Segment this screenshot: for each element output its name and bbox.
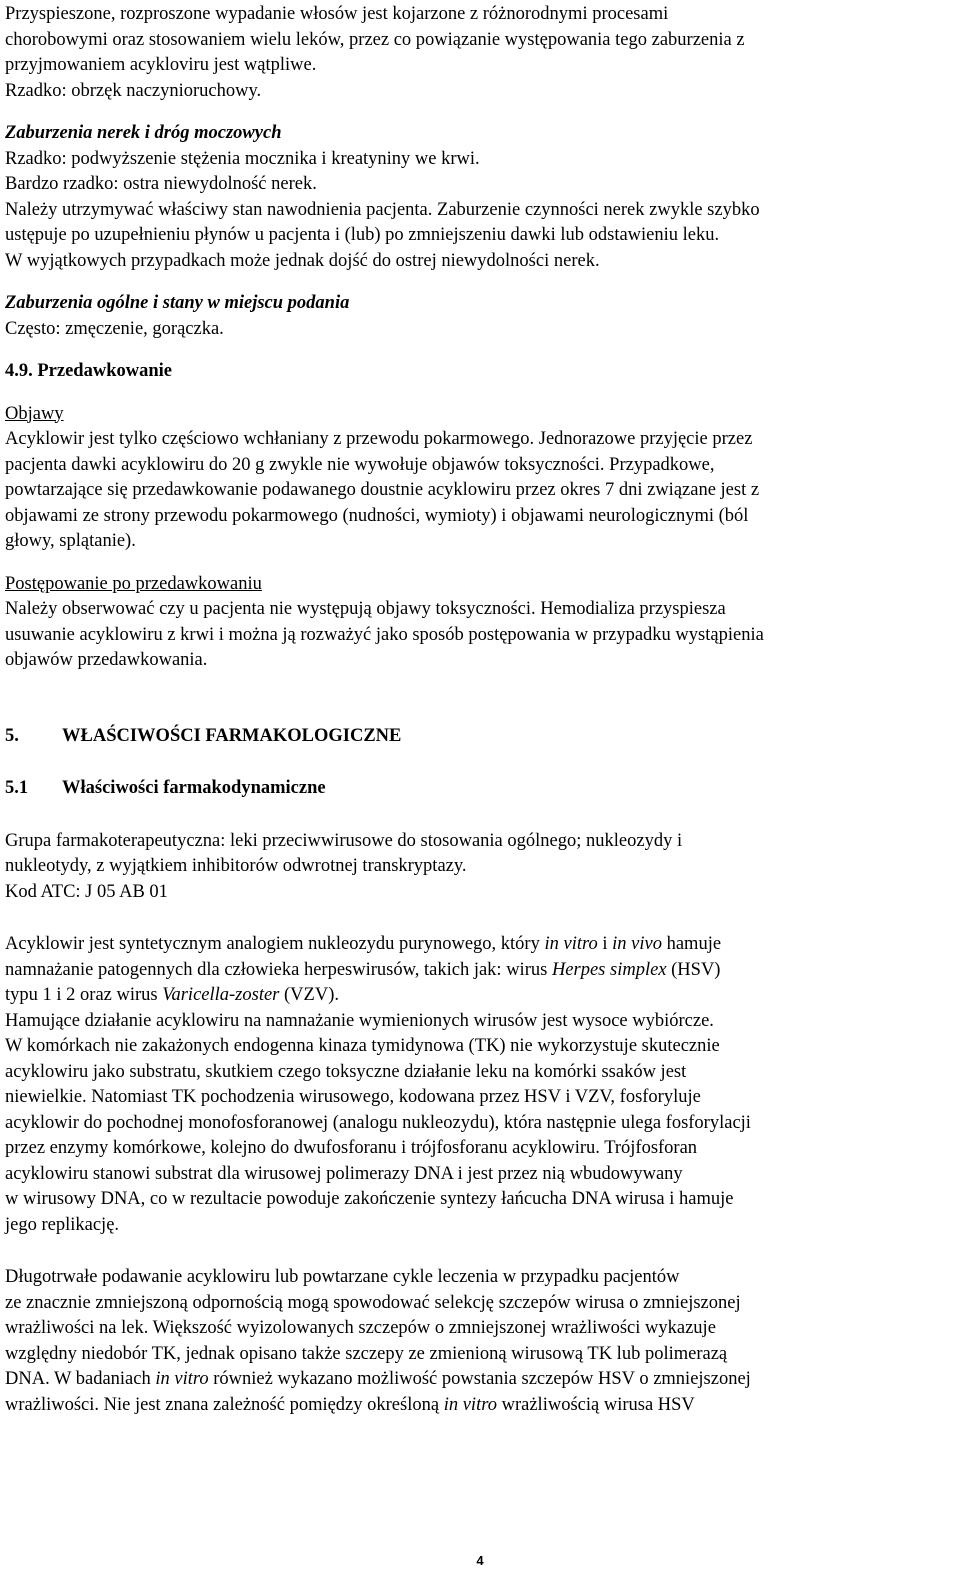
management-heading: Postępowanie po przedawkowaniu <box>5 573 262 594</box>
paragraph-resistance <box>5 1265 955 1418</box>
text-line: namnażanie patogennych dla człowieka herpeswirusów, takich jak: wirus Herpes simplex (HSV) <box>5 959 721 980</box>
text-line: Rzadko: obrzęk naczynioruchowy. <box>5 80 262 101</box>
text-line: głowy, splątanie). <box>5 531 136 551</box>
text-line: chorobowymi oraz stosowaniem wielu leków, przez co powiązanie występowania tego zaburzenia z <box>5 29 745 50</box>
text-line: acyklowiru stanowi substrat dla wirusowej polimerazy DNA i jest przez nią wbudowywany <box>5 1163 683 1184</box>
paragraph-pharmacotherapeutic-group <box>5 829 955 906</box>
text-line: W wyjątkowych przypadkach może jednak dojść do ostrej niewydolności nerek. <box>5 250 600 271</box>
section-5-heading <box>5 724 955 750</box>
text-line: typu 1 i 2 oraz wirus Varicella-zoster (VZV). <box>5 985 339 1005</box>
text-line: W komórkach nie zakażonych endogenna kinaza tymidynowa (TK) nie wykorzystuje skutecznie <box>5 1036 720 1056</box>
subsection-heading: Zaburzenia nerek i dróg moczowych <box>5 123 282 143</box>
text-line: wrażliwości. Nie jest znana zależność pomiędzy określoną in vitro wrażliwością wirusa HSV <box>5 1394 695 1415</box>
text-line: w wirusowy DNA, co w rezultacie powoduje zakończenie syntezy łańcucha DNA wirusa i hamuje <box>5 1189 734 1209</box>
text-line: Grupa farmakoterapeutyczna: leki przeciwwirusowe do stosowania ogólnego; nukleozydy i <box>5 830 683 851</box>
text-line: Przyspieszone, rozproszone wypadanie włosów jest kojarzone z różnorodnymi procesami <box>5 4 669 24</box>
text-line: pacjenta dawki acyklowiru do 20 g zwykle nie wywołuje objawów toksyczności. Przypadkowe, <box>5 454 715 475</box>
text-line: przez enzymy komórkowe, kolejno do dwufosforanu i trójfosforanu acyklowiru. Trójfosforan <box>5 1138 698 1158</box>
section-5-1-heading <box>5 776 955 802</box>
text-line: acyklowiru jako substratu, skutkiem czego toksyczne działanie leku na komórki ssaków jest <box>5 1061 687 1082</box>
section-title: WŁAŚCIWOŚCI FARMAKOLOGICZNE <box>62 725 402 746</box>
text-line: Bardzo rzadko: ostra niewydolność nerek. <box>5 174 317 194</box>
page-number: 4 <box>476 1553 484 1568</box>
paragraph-hair-loss <box>5 2 955 104</box>
text-line: Należy obserwować czy u pacjenta nie występują objawy toksyczności. Hemodializa przyspiesza <box>5 599 726 619</box>
text-line: Acyklowir jest syntetycznym analogiem nukleozydu purynowego, który in vitro i in vivo hamuje <box>5 934 722 954</box>
text-line: Hamujące działanie acyklowiru na namnażanie wymienionych wirusów jest wysoce wybiórcze. <box>5 1010 714 1031</box>
text-line: Rzadko: podwyższenie stężenia mocznika i kreatyniny we krwi. <box>5 148 480 169</box>
text-line: DNA. W badaniach in vitro również wykazano możliwość powstania szczepów HSV o zmniejszonej <box>5 1369 751 1389</box>
document-page <box>5 2 955 1418</box>
text-line: usuwanie acyklowiru z krwi i można ją rozważyć jako sposób postępowania w przypadku wystąpienia <box>5 624 764 645</box>
text-line: niewielkie. Natomiast TK pochodzenia wirusowego, kodowana przez HSV i VZV, fosforyluje <box>5 1087 701 1107</box>
section-heading: 4.9. Przedawkowanie <box>5 361 172 381</box>
text-line: przyjmowaniem acykloviru jest wątpliwe. <box>5 55 317 75</box>
text-line: jego replikację. <box>5 1214 120 1235</box>
text-line: nukleotydy, z wyjątkiem inhibitorów odwrotnej transkryptazy. <box>5 856 467 876</box>
section-number: 5.1 <box>5 778 29 798</box>
text-line: Często: zmęczenie, gorączka. <box>5 318 224 339</box>
text-line: wrażliwości na lek. Większość wyizolowanych szczepów o zmniejszonej wrażliwości wykazuje <box>5 1318 716 1338</box>
subsection-heading: Zaburzenia ogólne i stany w miejscu podania <box>5 293 350 313</box>
text-line: Należy utrzymywać właściwy stan nawodnienia pacjenta. Zaburzenie czynności nerek zwykle szybko <box>5 199 760 220</box>
section-number: 5. <box>5 725 19 746</box>
text-line: acyklowir do pochodnej monofosforanowej (analogu nukleozydu), która następnie ulega fosforylacji <box>5 1112 751 1133</box>
section-kidney-disorders <box>5 121 955 274</box>
atc-code: Kod ATC: J 05 AB 01 <box>5 881 168 902</box>
text-line: ustępuje po uzupełnieniu płynów u pacjenta i (lub) po zmniejszeniu dawki lub odstawieniu leku. <box>5 225 720 245</box>
section-overdose <box>5 359 955 674</box>
text-line: ze znacznie zmniejszoną odpornością mogą spowodować selekcję szczepów wirusa o zmniejszonej <box>5 1292 741 1313</box>
text-line: Acyklowir jest tylko częściowo wchłaniany z przewodu pokarmowego. Jednorazowe przyjęcie przez <box>5 429 753 449</box>
text-line: powtarzające się przedawkowanie podawanego doustnie acyklowiru przez okres 7 dni związane jest z <box>5 480 760 500</box>
section-title: Właściwości farmakodynamiczne <box>62 778 326 798</box>
text-line: względny niedobór TK, jednak opisano także szczepy ze zmienioną wirusową TK lub polimerazą <box>5 1343 728 1364</box>
text-line: objawami ze strony przewodu pokarmowego (nudności, wymioty) i objawami neurologicznymi (ból <box>5 505 749 526</box>
text-line: objawów przedawkowania. <box>5 650 208 670</box>
text-line: Długotrwałe podawanie acyklowiru lub powtarzane cykle leczenia w przypadku pacjentów <box>5 1267 680 1287</box>
symptoms-heading: Objawy <box>5 403 64 424</box>
section-general-disorders <box>5 291 955 342</box>
paragraph-mechanism <box>5 932 955 1238</box>
